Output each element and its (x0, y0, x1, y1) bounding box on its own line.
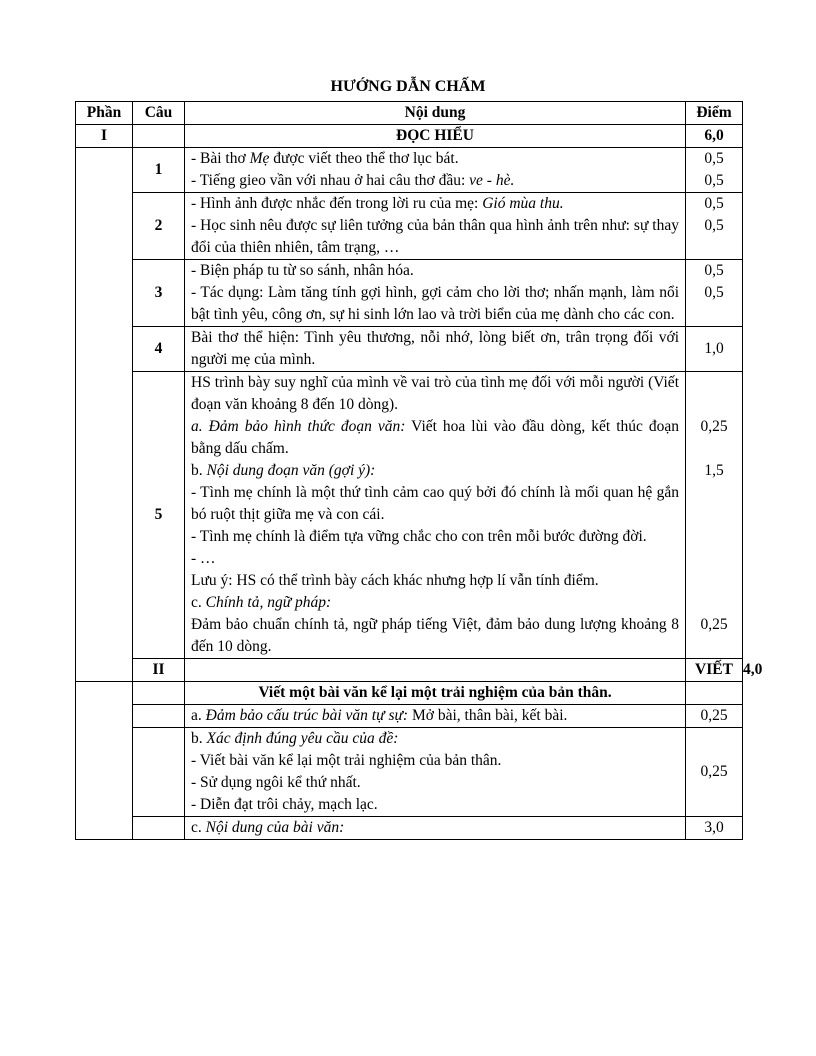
question-content-1 (185, 148, 686, 193)
question-row-5 (76, 372, 743, 659)
q5-note: Lưu ý: HS có thể trình bày cách khác nhưng hợp lí vẫn tính điểm. (191, 572, 599, 589)
writing-q-empty-4 (133, 817, 185, 840)
q1-line-1: - Bài thơ Mẹ được viết theo thể thơ lục bát. (191, 150, 459, 167)
writing-row-c (76, 817, 743, 840)
q3-line-2: - Tác dụng: Làm tăng tính gợi hình, gợi cảm cho lời thơ; nhấn mạnh, làm nổi bật tình yêu, công ơn, sự hi sinh lớn lao và trời biển của mẹ dành cho các con. (191, 284, 679, 323)
q2-line-2: - Học sinh nêu được sự liên tưởng của bản thân qua hình ảnh trên như: sự thay đổi của thiên nhiên, tâm trạng, … (191, 217, 679, 256)
writing-heading-row (76, 682, 743, 705)
grading-table (75, 101, 763, 840)
w-b: b. Xác định đúng yêu cầu của đề: (191, 730, 399, 747)
question-content-3 (185, 260, 686, 327)
question-score-3: 0,5 0,5 (686, 260, 743, 327)
table-header-row (76, 102, 743, 125)
question-row-2 (76, 193, 743, 260)
section-row-2: II VIẾT 4,0 (76, 659, 743, 682)
header-question: Câu (133, 102, 185, 125)
question-row-1 (76, 148, 743, 193)
w-b1: - Viết bài văn kể lại một trải nghiệm của bản thân. (191, 752, 502, 769)
writing-heading: Viết một bài văn kể lại một trải nghiệm của bản thân. (185, 682, 686, 705)
question-score-2: 0,5 0,5 (686, 193, 743, 260)
q5-b: b. Nội dung đoạn văn (gợi ý): (191, 462, 376, 479)
writing-q-empty-3 (133, 728, 185, 817)
writing-score-empty (686, 682, 743, 705)
q5-c: c. Chính tả, ngữ pháp: (191, 594, 332, 611)
header-part: Phần (76, 102, 133, 125)
q3-line-1: - Biện pháp tu từ so sánh, nhân hóa. (191, 262, 414, 279)
writing-score-b: 0,25 (686, 728, 743, 817)
section-row-1 (76, 125, 743, 148)
q5-b3: - … (191, 550, 216, 567)
page-title: HƯỚNG DẪN CHẤM (330, 78, 486, 95)
q1-line-2: - Tiếng gieo vần với nhau ở hai câu thơ đầu: ve - hè. (191, 172, 515, 189)
q5-a: a. Đảm bảo hình thức đoạn văn: Viết hoa lùi vào đầu dòng, kết thúc đoạn bằng dấu chấm. (191, 418, 680, 457)
part-cell-1 (76, 148, 133, 682)
writing-content-b (185, 728, 686, 817)
section-title-1: ĐỌC HIỂU (185, 125, 686, 148)
question-content-4: Bài thơ thể hiện: Tình yêu thương, nỗi nhớ, lòng biết ơn, trân trọng đối với người mẹ của mình. (185, 327, 686, 372)
question-content-5 (185, 372, 686, 659)
section-part-2: II (133, 659, 185, 682)
question-number-3: 3 (133, 260, 185, 327)
q5-intro: HS trình bày suy nghĩ của mình về vai trò của tình mẹ đối với mỗi người (Viết đoạn văn khoảng 8 đến 10 dòng). (191, 374, 679, 413)
q5-b2: - Tình mẹ chính là điểm tựa vững chắc cho con trên mỗi bước đường đời. (191, 528, 647, 545)
q5-score-b: 1,5 (704, 462, 724, 479)
section-empty-1 (133, 125, 185, 148)
q5-score-a: 0,25 (700, 418, 728, 435)
question-score-1: 0,5 0,5 (686, 148, 743, 193)
question-row-3 (76, 260, 743, 327)
w-b3: - Diễn đạt trôi chảy, mạch lạc. (191, 796, 378, 813)
q2-line-1: - Hình ảnh được nhắc đến trong lời ru của mẹ: Gió mùa thu. (191, 195, 564, 212)
question-number-5: 5 (133, 372, 185, 659)
writing-score-a: 0,25 (686, 705, 743, 728)
writing-row-a (76, 705, 743, 728)
question-score-4: 1,0 (686, 327, 743, 372)
writing-content-a: a. Đảm bảo cấu trúc bài văn tự sự: Mở bài, thân bài, kết bài. (185, 705, 686, 728)
writing-content-c: c. Nội dung của bài văn: (185, 817, 686, 840)
w-b2: - Sử dụng ngôi kể thứ nhất. (191, 774, 361, 791)
writing-q-empty-2 (133, 705, 185, 728)
question-score-5 (686, 372, 743, 659)
question-number-2: 2 (133, 193, 185, 260)
section-title-2: VIẾT (686, 659, 743, 682)
part-cell-2 (76, 682, 133, 840)
header-content: Nội dung (185, 102, 686, 125)
writing-q-empty-1 (133, 682, 185, 705)
question-number-1: 1 (133, 148, 185, 193)
section-part-1: I (76, 125, 133, 148)
section-empty-2 (185, 659, 686, 682)
question-row-4 (76, 327, 743, 372)
writing-row-b (76, 728, 743, 817)
question-number-4: 4 (133, 327, 185, 372)
writing-score-c: 3,0 (686, 817, 743, 840)
section-score-1: 6,0 (686, 125, 743, 148)
header-score: Điểm (686, 102, 743, 125)
q5-c-text: Đảm bảo chuẩn chính tả, ngữ pháp tiếng Việt, đảm bảo dung lượng khoảng 8 đến 10 dòng. (191, 616, 679, 655)
q5-b1: - Tình mẹ chính là một thứ tình cảm cao quý bởi đó chính là mối quan hệ gắn bó ruột thịt giữa mẹ và con cái. (191, 484, 679, 523)
question-content-2 (185, 193, 686, 260)
q5-score-c: 0,25 (700, 616, 728, 633)
